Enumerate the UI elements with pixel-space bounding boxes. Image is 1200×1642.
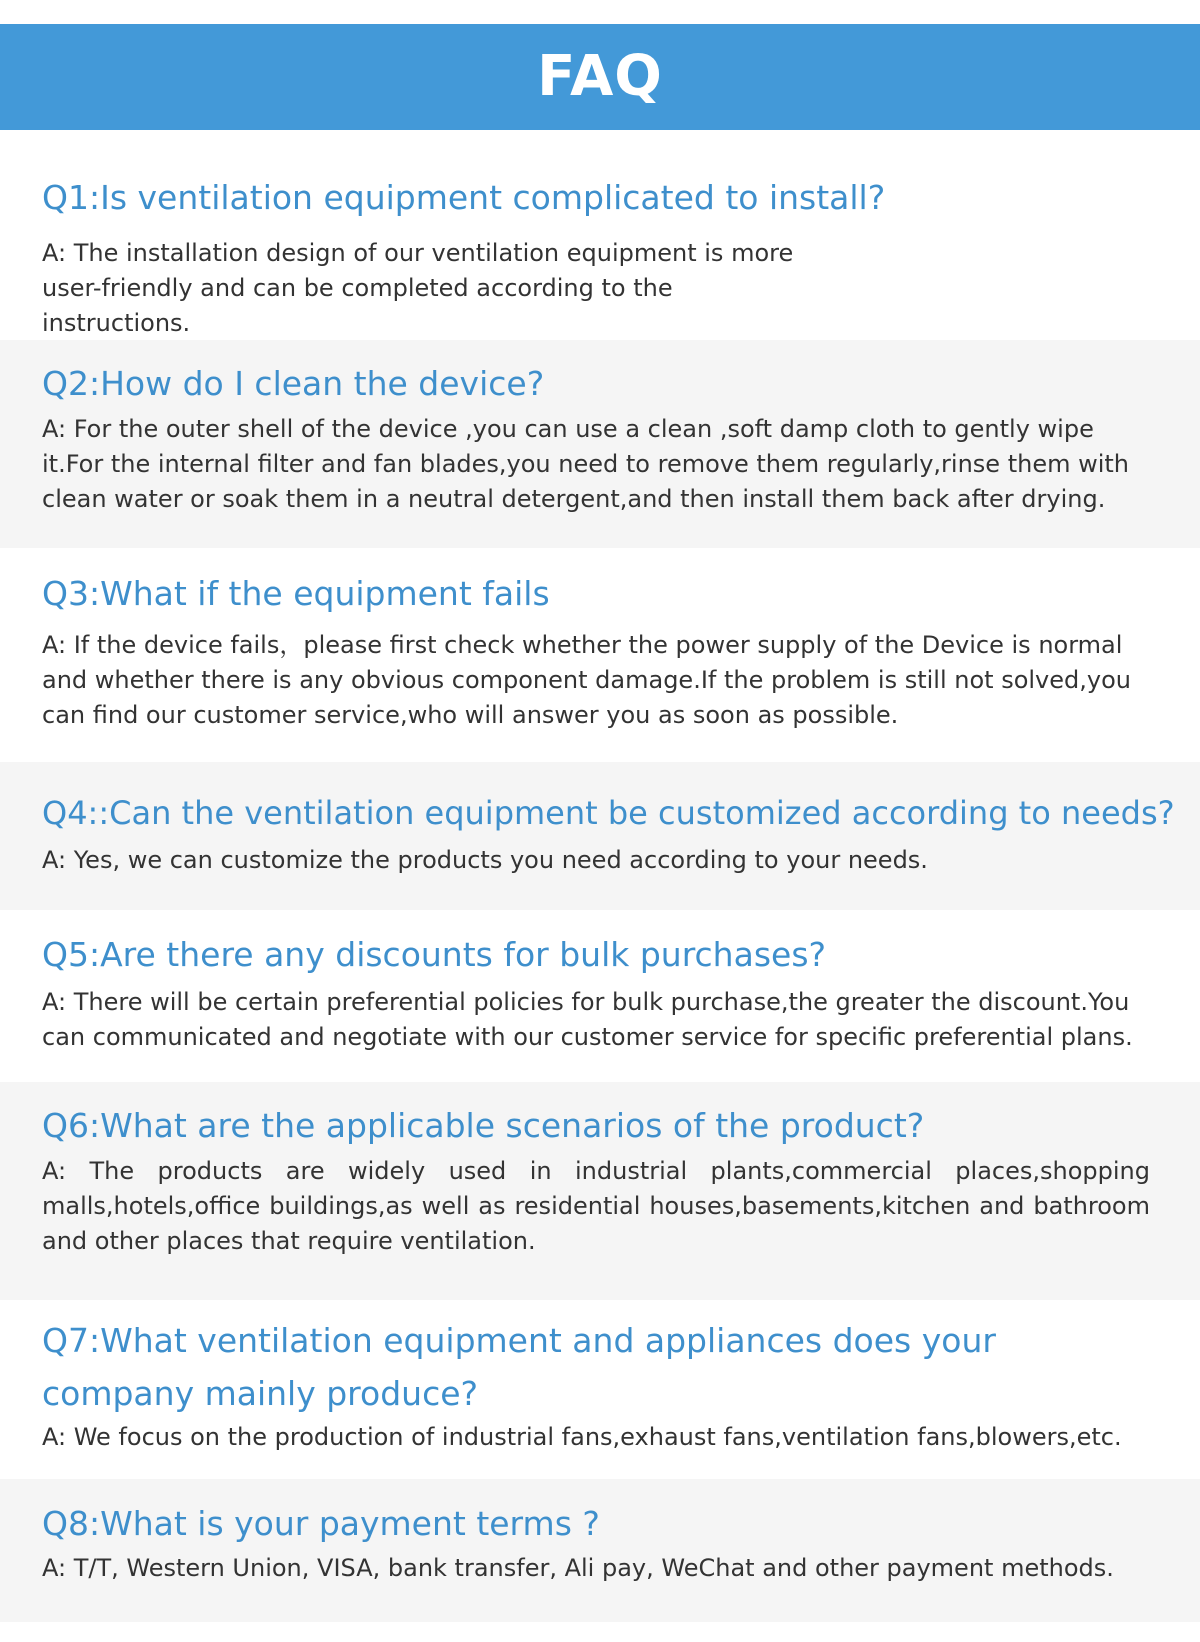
faq-item-3 [0,548,1200,762]
faq-question: Q6:What are the applicable scenarios of the product? [42,1106,925,1145]
faq-item-8 [0,1479,1200,1622]
faq-answer: A: T/T, Western Union, VISA, bank transfer, Ali pay, WeChat and other payment methods. [42,1554,1114,1582]
faq-question: Q2:How do I clean the device? [42,364,545,403]
faq-item-5 [0,910,1200,1082]
faq-question: Q8:What is your payment terms ? [42,1504,600,1543]
faq-answer: A: Yes, we can customize the products you need according to your needs. [42,846,928,874]
faq-answer: A: We focus on the production of industrial fans,exhaust fans,ventilation fans,blowers,etc. [42,1423,1122,1451]
faq-answer: A: The products are widely used in industrial plants,commercial places,shopping malls,hotels,office buildings,as well as residential houses,basements,kitchen and bathroom and other places that require ventilation. [42,1157,1150,1255]
faq-question: Q7:What ventilation equipment and appliances does your company mainly produce? [42,1321,996,1413]
page-title: FAQ [537,44,663,109]
faq-answer: A: The installation design of our ventilation equipment is more user-friendly and can be completed according to the instructions. [42,239,794,337]
faq-question: Q4::Can the ventilation equipment be customized according to needs? [42,794,1175,832]
faq-answer: A: There will be certain preferential policies for bulk purchase,the greater the discount.You can communicated and negotiate with our customer service for specific preferential plans. [42,988,1133,1051]
faq-item-6 [0,1082,1200,1300]
faq-question: Q3:What if the equipment fails [42,574,550,613]
faq-answer: A: For the outer shell of the device ,you can use a clean ,soft damp cloth to gently wipe it.For the internal filter and fan blades,you need to remove them regularly,rinse them with clean water or soak them in a neutral detergent,and then install them back after drying. [42,415,1130,513]
faq-item-4 [0,762,1200,910]
faq-question: Q1:Is ventilation equipment complicated to install? [42,178,886,217]
faq-item-7 [0,1300,1200,1479]
faq-item-1 [0,130,1200,340]
faq-question: Q5:Are there any discounts for bulk purchases? [42,935,827,974]
faq-answer: A: If the device fails，please first check whether the power supply of the Device is normal and whether there is any obvious component damage.If the problem is still not solved,you can find our customer service,who will answer you as soon as possible. [42,631,1131,729]
faq-item-2 [0,340,1200,548]
faq-banner [0,24,1200,130]
